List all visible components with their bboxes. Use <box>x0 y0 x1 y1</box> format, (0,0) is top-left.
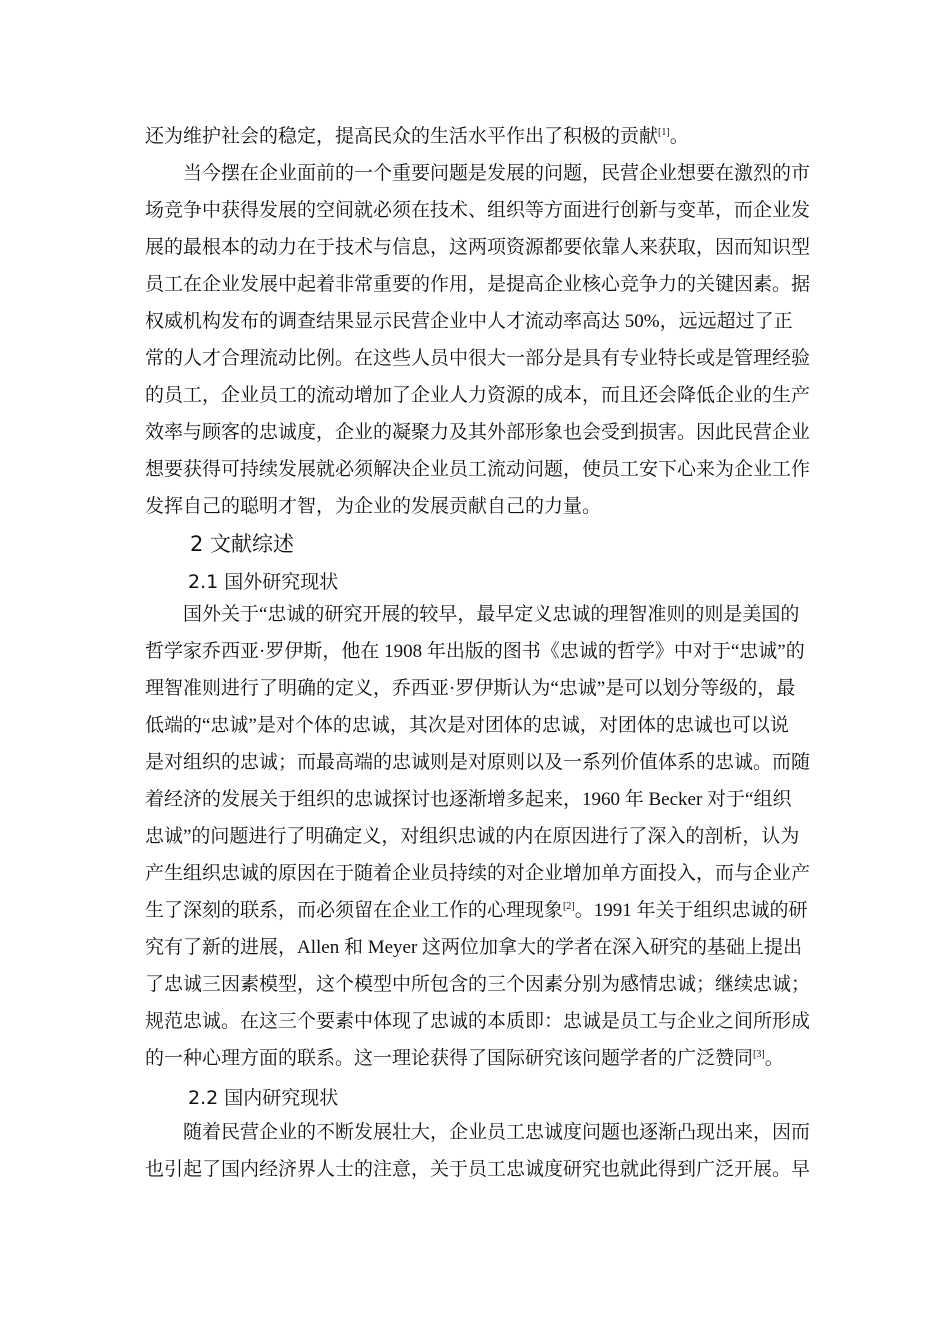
text-line: 国外关于“忠诚的研究开展的较早，最早定义忠诚的理智准则的则是美国的 <box>183 604 800 625</box>
text-line <box>145 1047 784 1074</box>
text-line: 效率与顾客的忠诚度，企业的凝聚力及其外部形象也会受到损害。因此民营企业 <box>145 422 811 443</box>
text-line <box>145 125 689 152</box>
text-line: 着经济的发展关于组织的忠诚探讨也逐渐增多起来，1960 年 Becker 对于“组织 <box>145 789 792 810</box>
text-line: 发挥自己的聪明才智，为企业的发展贡献自己的力量。 <box>145 496 602 517</box>
text-line: 当今摆在企业面前的一个重要问题是发展的问题，民营企业想要在激烈的市 <box>183 163 811 184</box>
text-line: 产生组织忠诚的原因在于随着企业员持续的对企业增加单方面投入，而与企业产 <box>145 863 811 884</box>
text-line: 的员工，企业员工的流动增加了企业人力资源的成本，而且还会降低企业的生产 <box>145 385 811 406</box>
citation-ref: [2] <box>563 901 575 912</box>
text-line: 哲学家乔西亚·罗伊斯，他在 1908 年出版的图书《忠诚的哲学》中对于“忠诚”的 <box>145 641 805 662</box>
citation-ref: [3] <box>753 1049 765 1060</box>
text-line: 低端的“忠诚”是对个体的忠诚，其次是对团体的忠诚，对团体的忠诚也可以说 <box>145 715 789 736</box>
text-line: 随着民营企业的不断发展壮大，企业员工忠诚度问题也逐渐凸现出来，因而 <box>183 1122 811 1143</box>
text-line: 场竞争中获得发展的空间就必须在技术、组织等方面进行创新与变革，而企业发 <box>145 200 811 221</box>
line-text: 还为维护社会的稳定，提高民众的生活水平作出了积极的贡献 <box>145 126 659 147</box>
text-line: 了忠诚三因素模型，这个模型中所包含的三个因素分别为感情忠诚；继续忠诚； <box>145 974 811 995</box>
text-line: 忠诚”的问题进行了明确定义，对组织忠诚的内在原因进行了深入的剖析，认为 <box>145 826 800 847</box>
text-line: 理智准则进行了明确的定义，乔西亚·罗伊斯认为“忠诚”是可以划分等级的，最 <box>145 678 796 699</box>
text-line: 究有了新的进展，Allen 和 Meyer 这两位加拿大的学者在深入研究的基础上提出 <box>145 937 803 958</box>
subsection-heading: 2.2 国内研究现状 <box>188 1087 339 1109</box>
text-line: 也引起了国内经济界人士的注意，关于员工忠诚度研究也就此得到广泛开展。早 <box>145 1159 811 1180</box>
text-line <box>145 899 807 926</box>
text-line: 是对组织的忠诚；而最高端的忠诚则是对原则以及一系列价值体系的忠诚。而随 <box>145 752 811 773</box>
text-line: 员工在企业发展中起着非常重要的作用，是提高企业核心竞争力的关键因素。据 <box>145 274 811 295</box>
line-text: 的一种心理方面的联系。这一理论获得了国际研究该问题学者的广泛赞同 <box>145 1048 754 1069</box>
subsection-heading: 2.1 国外研究现状 <box>188 571 339 593</box>
line-tail: 。 <box>764 1048 784 1069</box>
text-line: 常的人才合理流动比例。在这些人员中很大一部分是具有专业特长或是管理经验 <box>145 348 811 369</box>
line-tail: 。1991 年关于组织忠诚的研 <box>574 900 808 921</box>
section-heading: 2 文献综述 <box>190 532 295 556</box>
line-tail: 。 <box>669 126 689 147</box>
text-line: 规范忠诚。在这三个要素中体现了忠诚的本质即：忠诚是员工与企业之间所形成 <box>145 1011 811 1032</box>
line-text: 生了深刻的联系，而必须留在企业工作的心理现象 <box>145 900 564 921</box>
citation-ref: [1] <box>658 127 670 138</box>
text-line: 展的最根本的动力在于技术与信息，这两项资源都要依靠人来获取，因而知识型 <box>145 237 811 258</box>
text-line: 权威机构发布的调查结果显示民营企业中人才流动率高达 50%，远远超过了正 <box>145 311 793 332</box>
text-line: 想要获得可持续发展就必须解决企业员工流动问题，使员工安下心来为企业工作 <box>145 459 811 480</box>
